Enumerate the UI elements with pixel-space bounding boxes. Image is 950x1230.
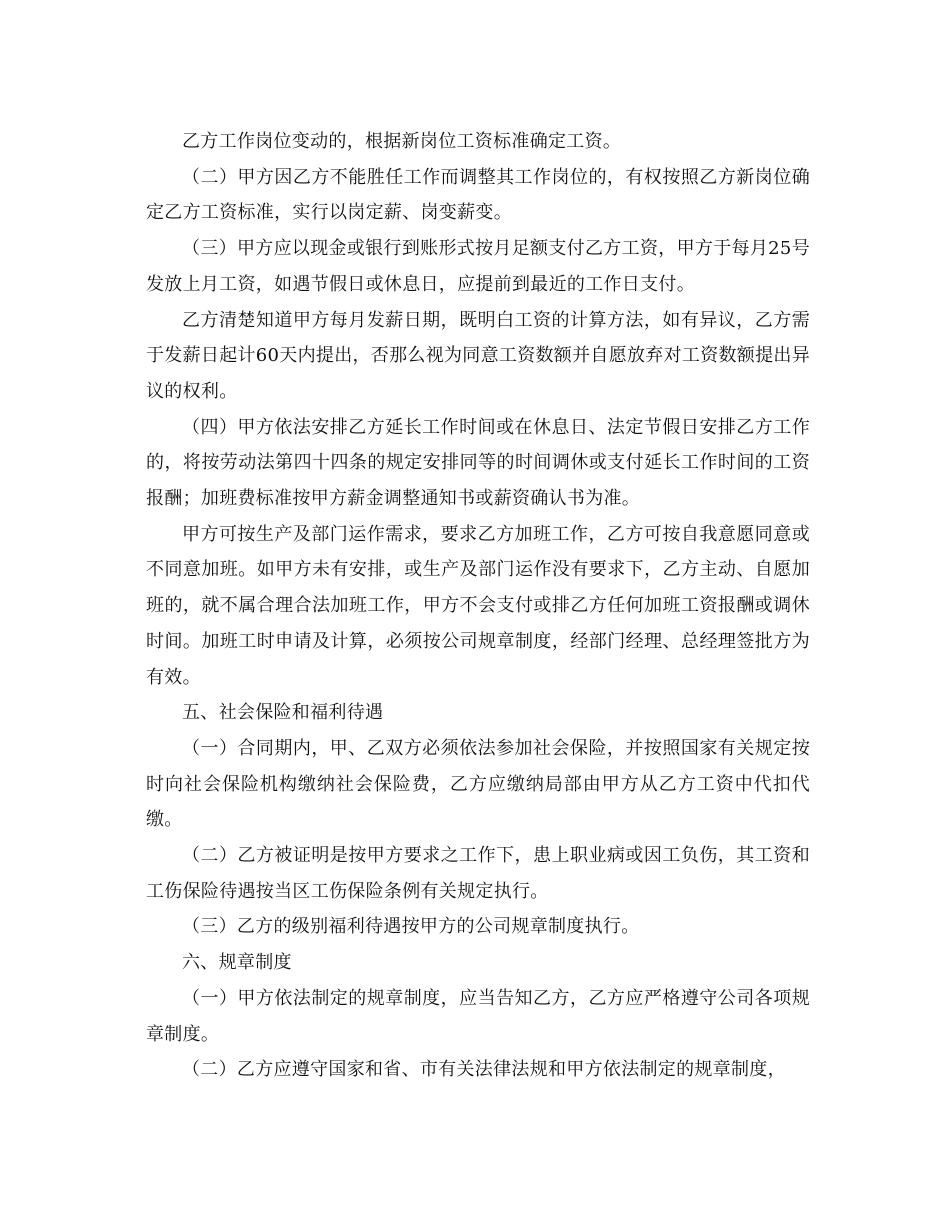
- paragraph-rules-clause-2: （二）乙方应遵守国家和省、市有关法律法规和甲方依法制定的规章制度，: [182, 1059, 786, 1081]
- paragraph-insurance-clause-3: （三）乙方的级别福利待遇按甲方的公司规章制度执行。: [182, 916, 640, 938]
- section-heading-social-insurance: 五、社会保险和福利待遇: [182, 702, 384, 724]
- document-body: [146, 124, 810, 1088]
- paragraph-overtime-request: 甲方可按生产及部门运作需求，要求乙方加班工作，乙方可按自我意愿同意或不同意加班。如甲方未有安排，或生产及部门运作没有要求下，乙方主动、自愿加班的，就不属合理合法加班工作，甲方不会支付或排乙方任何加班工资报酬或调休时间。加班工时申请及计算，必须按公司规章制度，经部门经理、总经理签批方为有效。: [146, 523, 810, 688]
- paragraph-salary-position-change: 乙方工作岗位变动的，根据新岗位工资标准确定工资。: [182, 131, 622, 152]
- section-heading-rules: 六、规章制度: [182, 952, 292, 974]
- paragraph-clause-3-payment-method: （三）甲方应以现金或银行到账形式按月足额支付乙方工资，甲方于每月25号发放上月工资，如遇节假日或休息日，应提前到最近的工作日支付。: [146, 238, 810, 295]
- paragraph-payday-objection: 乙方清楚知道甲方每月发薪日期，既明白工资的计算方法，如有异议，乙方需于发薪日起计60天内提出，否那么视为同意工资数额并自愿放弃对工资数额提出异议的权利。: [146, 309, 811, 402]
- paragraph-insurance-clause-2: （二）乙方被证明是按甲方要求之工作下，患上职业病或因工负伤，其工资和工伤保险待遇按当区工伤保险条例有关规定执行。: [146, 845, 810, 902]
- paragraph-clause-2-position-adjustment: （二）甲方因乙方不能胜任工作而调整其工作岗位的，有权按照乙方新岗位确定乙方工资标准，实行以岗定薪、岗变薪变。: [146, 166, 810, 224]
- paragraph-clause-4-overtime: （四）甲方依法安排乙方延长工作时间或在休息日、法定节假日安排乙方工作的，将按劳动法第四十四条的规定安排同等的时间调休或支付延长工作时间的工资报酬；加班费标准按甲方薪金调整通知书或薪资确认书为准。: [146, 416, 810, 510]
- paragraph-rules-clause-1: （一）甲方依法制定的规章制度，应当告知乙方，乙方应严格遵守公司各项规章制度。: [146, 987, 810, 1045]
- paragraph-insurance-clause-1: （一）合同期内，甲、乙双方必须依法参加社会保险，并按照国家有关规定按时向社会保险机构缴纳社会保险费，乙方应缴纳局部由甲方从乙方工资中代扣代缴。: [146, 737, 810, 831]
